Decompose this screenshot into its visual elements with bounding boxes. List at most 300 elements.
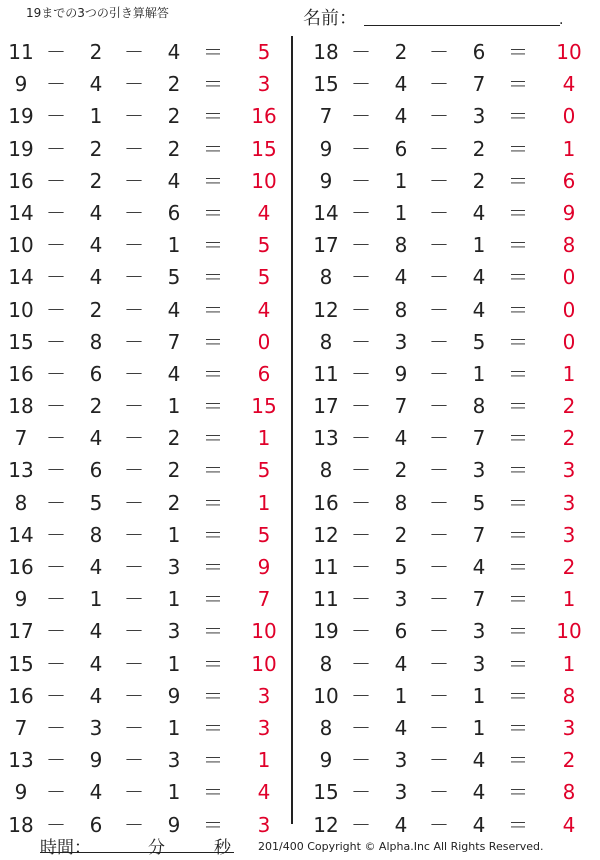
- first-number: 16: [8, 555, 34, 579]
- minus-sign: －: [429, 619, 449, 644]
- third-number: 2: [167, 136, 181, 161]
- problem-row: [0, 422, 290, 454]
- first-number: 13: [8, 748, 34, 773]
- first-number: 18: [8, 394, 34, 419]
- problem-row: [0, 648, 290, 680]
- minus-sign: －: [46, 361, 66, 386]
- problem-row: [0, 261, 290, 293]
- second-number: 4: [89, 683, 103, 708]
- second-number: 2: [89, 136, 103, 161]
- second-number: 8: [89, 329, 103, 354]
- minus-sign: －: [351, 265, 371, 290]
- third-number: 9: [167, 812, 181, 837]
- third-number: 1: [472, 361, 486, 386]
- equals-sign: ＝: [508, 683, 528, 708]
- equals-sign: ＝: [508, 812, 528, 837]
- third-number: 4: [167, 40, 181, 64]
- minus-sign: －: [351, 394, 371, 419]
- second-number: 8: [89, 522, 103, 547]
- third-number: 2: [472, 136, 486, 161]
- minus-sign: －: [429, 72, 449, 97]
- answer: 5: [257, 458, 271, 483]
- second-number: 9: [394, 361, 408, 386]
- minus-sign: －: [46, 233, 66, 258]
- minus-sign: －: [429, 361, 449, 386]
- second-number: 2: [394, 458, 408, 483]
- third-number: 7: [472, 587, 486, 612]
- first-number: 10: [8, 297, 34, 322]
- first-number: 9: [14, 72, 28, 97]
- answer: 1: [562, 136, 576, 161]
- answer: 2: [562, 555, 576, 579]
- equals-sign: ＝: [203, 265, 223, 290]
- second-number: 4: [394, 651, 408, 676]
- problem-row: [305, 615, 595, 647]
- second-number: 5: [394, 555, 408, 579]
- first-number: 14: [8, 265, 34, 290]
- third-number: 4: [167, 168, 181, 193]
- answer: 10: [251, 168, 277, 193]
- minutes-label: 分: [148, 838, 165, 858]
- first-number: 8: [319, 715, 333, 740]
- answer: 4: [562, 72, 576, 97]
- minus-sign: －: [124, 522, 144, 547]
- second-number: 4: [89, 619, 103, 644]
- second-number: 2: [89, 40, 103, 64]
- minus-sign: －: [429, 555, 449, 579]
- second-number: 1: [89, 587, 103, 612]
- answer: 8: [562, 233, 576, 258]
- equals-sign: ＝: [203, 200, 223, 225]
- equals-sign: ＝: [508, 40, 528, 64]
- minus-sign: －: [46, 72, 66, 97]
- equals-sign: ＝: [203, 72, 223, 97]
- problem-row: [305, 390, 595, 422]
- answer: 6: [562, 168, 576, 193]
- answer: 4: [257, 780, 271, 805]
- first-number: 15: [8, 329, 34, 354]
- minus-sign: －: [124, 683, 144, 708]
- first-number: 15: [8, 651, 34, 676]
- equals-sign: ＝: [508, 490, 528, 515]
- problem-row: [0, 229, 290, 261]
- second-number: 3: [394, 748, 408, 773]
- problem-row: [305, 744, 595, 776]
- second-number: 7: [394, 394, 408, 419]
- minus-sign: －: [46, 715, 66, 740]
- third-number: 3: [167, 555, 181, 579]
- answer: 10: [251, 651, 277, 676]
- minus-sign: －: [429, 200, 449, 225]
- first-number: 17: [313, 233, 339, 258]
- third-number: 4: [472, 555, 486, 579]
- minus-sign: －: [351, 587, 371, 612]
- first-number: 7: [14, 426, 28, 451]
- equals-sign: ＝: [203, 748, 223, 773]
- minus-sign: －: [429, 329, 449, 354]
- minus-sign: －: [429, 522, 449, 547]
- answer: 3: [257, 72, 271, 97]
- first-number: 9: [14, 587, 28, 612]
- second-number: 4: [394, 715, 408, 740]
- equals-sign: ＝: [203, 651, 223, 676]
- first-number: 8: [319, 651, 333, 676]
- problem-row: [0, 36, 290, 68]
- minus-sign: －: [351, 748, 371, 773]
- answer: 15: [251, 394, 277, 419]
- equals-sign: ＝: [508, 426, 528, 451]
- answer: 8: [562, 780, 576, 805]
- equals-sign: ＝: [203, 168, 223, 193]
- minus-sign: －: [124, 265, 144, 290]
- minus-sign: －: [351, 361, 371, 386]
- minus-sign: －: [46, 683, 66, 708]
- minus-sign: －: [351, 329, 371, 354]
- first-number: 8: [319, 265, 333, 290]
- third-number: 1: [167, 651, 181, 676]
- third-number: 4: [472, 200, 486, 225]
- third-number: 9: [167, 683, 181, 708]
- answer: 0: [562, 329, 576, 354]
- problem-row: [305, 133, 595, 165]
- second-number: 8: [394, 490, 408, 515]
- minus-sign: －: [46, 522, 66, 547]
- first-number: 9: [319, 136, 333, 161]
- answer: 5: [257, 265, 271, 290]
- minus-sign: －: [351, 72, 371, 97]
- answer: 9: [257, 555, 271, 579]
- minus-sign: －: [46, 40, 66, 64]
- equals-sign: ＝: [508, 522, 528, 547]
- minus-sign: －: [124, 297, 144, 322]
- problem-row: [305, 454, 595, 486]
- equals-sign: ＝: [203, 490, 223, 515]
- equals-sign: ＝: [203, 329, 223, 354]
- problem-row: [305, 100, 595, 132]
- equals-sign: ＝: [508, 780, 528, 805]
- problem-row: [0, 326, 290, 358]
- third-number: 7: [472, 426, 486, 451]
- answer: 3: [257, 812, 271, 837]
- minus-sign: －: [46, 168, 66, 193]
- equals-sign: ＝: [508, 233, 528, 258]
- second-number: 3: [394, 329, 408, 354]
- third-number: 5: [472, 329, 486, 354]
- first-number: 14: [8, 522, 34, 547]
- second-number: 3: [394, 587, 408, 612]
- third-number: 3: [167, 748, 181, 773]
- seconds-label: 秒: [214, 838, 231, 858]
- problem-row: [305, 326, 595, 358]
- third-number: 5: [472, 490, 486, 515]
- second-number: 4: [89, 426, 103, 451]
- minus-sign: －: [429, 426, 449, 451]
- third-number: 6: [472, 40, 486, 64]
- minus-sign: －: [429, 490, 449, 515]
- answer: 3: [562, 715, 576, 740]
- minus-sign: －: [46, 426, 66, 451]
- first-number: 13: [313, 426, 339, 451]
- minus-sign: －: [429, 40, 449, 64]
- answer: 0: [257, 329, 271, 354]
- minus-sign: －: [351, 136, 371, 161]
- minus-sign: －: [124, 200, 144, 225]
- minus-sign: －: [351, 812, 371, 837]
- minus-sign: －: [124, 555, 144, 579]
- problem-row: [0, 133, 290, 165]
- second-number: 1: [394, 168, 408, 193]
- equals-sign: ＝: [508, 651, 528, 676]
- second-number: 5: [89, 490, 103, 515]
- answer: 5: [257, 522, 271, 547]
- third-number: 4: [167, 297, 181, 322]
- first-number: 17: [313, 394, 339, 419]
- equals-sign: ＝: [203, 40, 223, 64]
- problem-row: [0, 390, 290, 422]
- equals-sign: ＝: [203, 233, 223, 258]
- minus-sign: －: [46, 458, 66, 483]
- third-number: 1: [167, 715, 181, 740]
- problem-row: [305, 680, 595, 712]
- second-number: 2: [89, 394, 103, 419]
- answer: 7: [257, 587, 271, 612]
- third-number: 2: [167, 104, 181, 129]
- minus-sign: －: [351, 233, 371, 258]
- equals-sign: ＝: [508, 329, 528, 354]
- second-number: 2: [89, 168, 103, 193]
- second-number: 6: [394, 619, 408, 644]
- third-number: 2: [167, 72, 181, 97]
- third-number: 7: [167, 329, 181, 354]
- minus-sign: －: [124, 715, 144, 740]
- answer: 6: [257, 361, 271, 386]
- third-number: 3: [472, 104, 486, 129]
- third-number: 4: [472, 748, 486, 773]
- third-number: 5: [167, 265, 181, 290]
- first-number: 9: [319, 168, 333, 193]
- equals-sign: ＝: [508, 361, 528, 386]
- first-number: 12: [313, 297, 339, 322]
- problem-row: [305, 36, 595, 68]
- minus-sign: －: [351, 651, 371, 676]
- second-number: 4: [394, 104, 408, 129]
- third-number: 4: [472, 780, 486, 805]
- second-number: 4: [89, 555, 103, 579]
- time-label: 時間：: [40, 838, 91, 858]
- minus-sign: －: [351, 522, 371, 547]
- name-label: 名前：: [303, 8, 357, 29]
- minus-sign: －: [429, 715, 449, 740]
- problem-row: [305, 229, 595, 261]
- equals-sign: ＝: [203, 458, 223, 483]
- minus-sign: －: [124, 394, 144, 419]
- answer: 1: [257, 490, 271, 515]
- second-number: 2: [89, 297, 103, 322]
- equals-sign: ＝: [203, 780, 223, 805]
- minus-sign: －: [429, 168, 449, 193]
- minus-sign: －: [429, 812, 449, 837]
- third-number: 3: [472, 458, 486, 483]
- minus-sign: －: [46, 394, 66, 419]
- minus-sign: －: [351, 297, 371, 322]
- first-number: 14: [8, 200, 34, 225]
- equals-sign: ＝: [508, 587, 528, 612]
- third-number: 8: [472, 394, 486, 419]
- equals-sign: ＝: [203, 715, 223, 740]
- equals-sign: ＝: [203, 619, 223, 644]
- minus-sign: －: [351, 715, 371, 740]
- problem-row: [305, 422, 595, 454]
- equals-sign: ＝: [508, 200, 528, 225]
- problem-row: [0, 487, 290, 519]
- first-number: 18: [313, 40, 339, 64]
- third-number: 3: [167, 619, 181, 644]
- minus-sign: －: [46, 587, 66, 612]
- answer: 16: [251, 104, 277, 129]
- problem-row: [0, 519, 290, 551]
- minus-sign: －: [124, 651, 144, 676]
- answer: 4: [257, 200, 271, 225]
- minus-sign: －: [124, 72, 144, 97]
- answer: 3: [562, 458, 576, 483]
- minus-sign: －: [124, 426, 144, 451]
- problem-row: [305, 487, 595, 519]
- minus-sign: －: [46, 780, 66, 805]
- second-number: 1: [394, 200, 408, 225]
- equals-sign: ＝: [508, 297, 528, 322]
- answer: 15: [251, 136, 277, 161]
- answer: 3: [562, 490, 576, 515]
- minus-sign: －: [351, 458, 371, 483]
- equals-sign: ＝: [203, 297, 223, 322]
- answer: 0: [562, 265, 576, 290]
- minus-sign: －: [124, 104, 144, 129]
- first-number: 13: [8, 458, 34, 483]
- minus-sign: －: [124, 329, 144, 354]
- minus-sign: －: [429, 233, 449, 258]
- problem-row: [0, 165, 290, 197]
- second-number: 4: [89, 265, 103, 290]
- answer: 1: [562, 361, 576, 386]
- minus-sign: －: [429, 265, 449, 290]
- second-number: 3: [89, 715, 103, 740]
- answer: 2: [562, 394, 576, 419]
- third-number: 3: [472, 651, 486, 676]
- problem-row: [305, 68, 595, 100]
- minus-sign: －: [124, 136, 144, 161]
- answer: 2: [562, 748, 576, 773]
- minus-sign: －: [429, 104, 449, 129]
- minus-sign: －: [46, 812, 66, 837]
- problem-row: [305, 519, 595, 551]
- minus-sign: －: [46, 329, 66, 354]
- problem-row: [0, 358, 290, 390]
- first-number: 19: [313, 619, 339, 644]
- minus-sign: －: [429, 587, 449, 612]
- answer: 1: [257, 426, 271, 451]
- minus-sign: －: [351, 555, 371, 579]
- problem-row: [305, 809, 595, 841]
- second-number: 4: [89, 233, 103, 258]
- equals-sign: ＝: [508, 394, 528, 419]
- answer: 10: [556, 619, 582, 644]
- first-number: 9: [319, 748, 333, 773]
- second-number: 4: [394, 265, 408, 290]
- equals-sign: ＝: [203, 683, 223, 708]
- equals-sign: ＝: [508, 136, 528, 161]
- first-number: 11: [313, 555, 339, 579]
- first-number: 10: [313, 683, 339, 708]
- minus-sign: －: [351, 40, 371, 64]
- minus-sign: －: [46, 490, 66, 515]
- second-number: 6: [89, 458, 103, 483]
- equals-sign: ＝: [508, 72, 528, 97]
- second-number: 1: [89, 104, 103, 129]
- first-number: 19: [8, 136, 34, 161]
- third-number: 1: [472, 715, 486, 740]
- third-number: 4: [472, 297, 486, 322]
- answer: 10: [556, 40, 582, 64]
- name-dot: .: [559, 12, 564, 28]
- third-number: 1: [167, 587, 181, 612]
- third-number: 1: [472, 683, 486, 708]
- third-number: 4: [167, 361, 181, 386]
- third-number: 7: [472, 72, 486, 97]
- first-number: 15: [313, 780, 339, 805]
- second-number: 6: [89, 812, 103, 837]
- problem-row: [305, 551, 595, 583]
- first-number: 11: [313, 361, 339, 386]
- third-number: 7: [472, 522, 486, 547]
- first-number: 11: [8, 40, 34, 64]
- problem-row: [305, 294, 595, 326]
- equals-sign: ＝: [203, 522, 223, 547]
- column-divider: [291, 36, 293, 824]
- first-number: 11: [313, 587, 339, 612]
- minus-sign: －: [351, 490, 371, 515]
- minus-sign: －: [351, 200, 371, 225]
- answer: 4: [562, 812, 576, 837]
- first-number: 8: [319, 329, 333, 354]
- minus-sign: －: [124, 619, 144, 644]
- second-number: 9: [89, 748, 103, 773]
- equals-sign: ＝: [203, 587, 223, 612]
- third-number: 3: [472, 619, 486, 644]
- second-number: 2: [394, 40, 408, 64]
- second-number: 3: [394, 780, 408, 805]
- answer: 1: [562, 587, 576, 612]
- first-number: 8: [319, 458, 333, 483]
- minus-sign: －: [124, 812, 144, 837]
- problem-row: [0, 197, 290, 229]
- first-number: 17: [8, 619, 34, 644]
- minus-sign: －: [351, 780, 371, 805]
- third-number: 2: [167, 426, 181, 451]
- third-number: 1: [167, 780, 181, 805]
- equals-sign: ＝: [203, 555, 223, 579]
- minus-sign: －: [46, 104, 66, 129]
- minus-sign: －: [429, 297, 449, 322]
- problem-row: [0, 680, 290, 712]
- third-number: 1: [167, 394, 181, 419]
- first-number: 16: [313, 490, 339, 515]
- answer: 5: [257, 233, 271, 258]
- equals-sign: ＝: [508, 555, 528, 579]
- time-line: [40, 852, 234, 853]
- minus-sign: －: [429, 458, 449, 483]
- first-number: 8: [14, 490, 28, 515]
- second-number: 4: [394, 812, 408, 837]
